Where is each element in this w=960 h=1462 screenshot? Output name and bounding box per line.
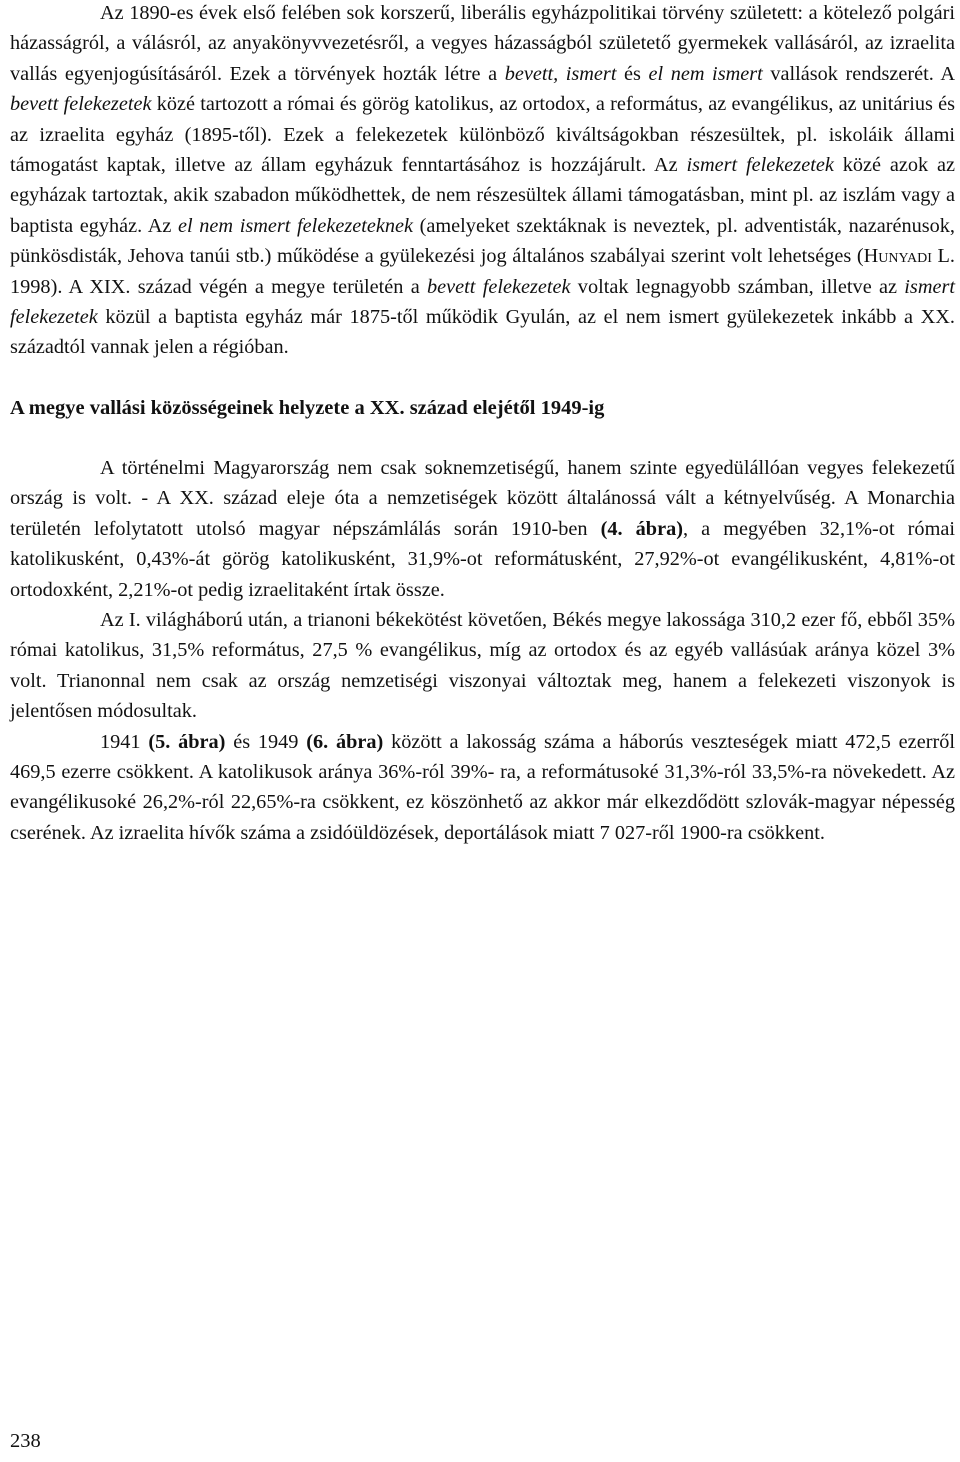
figure-reference: (4. ábra) — [600, 517, 683, 540]
author-name: Hunyadi — [863, 245, 932, 268]
italic-term: el nem ismert — [648, 62, 763, 85]
text-run: (amelyeket szektáknak is neveztek, pl. adventisták, nazarénusok, pünkösdisták, Jehova tanúi stb.) működése a gyülekezési jog általános szabályai szerint volt lehetséges ( — [10, 214, 955, 268]
text-run: közül a baptista egyház már 1875-től működik Gyulán, az el nem ismert gyülekezetek inkább a XX. századtól vannak jelen a régióban. — [10, 306, 955, 359]
spacer — [10, 423, 955, 453]
paragraph-post-trianon — [10, 605, 955, 727]
text-run: A történelmi Magyarország nem csak soknemzetiségű, hanem szinte egyedülállóan vegyes felekezetű ország is volt. - A XX. század eleje óta a nemzetiségek között általánossá vált a kétnyelvűség. A Monarchia területén lefolytatott utolsó magyar népszámlálás során 1910-ben — [10, 456, 955, 540]
paragraph-1910-census — [10, 453, 955, 605]
section-heading-text: A megye vallási közösségeinek helyzete a XX. század elejétől 1949-ig — [10, 396, 605, 419]
italic-term: bevett felekezetek — [10, 93, 152, 116]
text-run: és — [616, 62, 649, 85]
italic-term: ismert felekezetek — [10, 275, 955, 329]
text-run: vallások rendszerét. A — [762, 62, 955, 85]
italic-term: bevett felekezetek — [427, 275, 571, 298]
figure-reference: (6. ábra) — [306, 730, 384, 753]
figure-reference: (5. ábra) — [148, 730, 226, 753]
text-run: közé azok az egyházak tartoztak, akik szabadon működhettek, de nem részesültek állami támogatásban, mint pl. az iszlám vagy a baptista egyház. Az — [10, 154, 955, 237]
text-run: voltak legnagyobb számban, illetve az — [570, 275, 905, 298]
text-run: Az I. világháború után, a trianoni békekötést követően, Békés megye lakossága 310,2 ezer fő, ebből 35% római katolikus, 31,5% református, 27,5 % evangélikus, míg az ortodox és az egyéb vallásúak aránya közel 3% volt. Trianonnal nem csak az ország nemzetiségi viszonyai változtak meg, hanem a felekezeti viszonyok is jelentősen módosultak. — [10, 608, 955, 723]
italic-term: el nem ismert felekezeteknek — [178, 214, 413, 237]
page-number: 238 — [10, 1430, 41, 1452]
italic-term: bevett, ismert — [504, 62, 617, 85]
text-run: L. 1998). A XIX. század végén a megye területén a — [10, 245, 955, 298]
paragraph-1941-1949 — [10, 727, 955, 849]
italic-term: ismert felekezetek — [686, 154, 834, 177]
document-page — [10, 0, 955, 848]
text-run: és 1949 — [225, 730, 307, 753]
paragraph-religious-laws — [10, 0, 955, 363]
text-run: 1941 — [100, 730, 149, 753]
text-run: Az 1890-es évek első felében sok korszerű, liberális egyházpolitikai törvény született: a kötelező polgári házasságról, a válásról, az anyakönyvvezetésről, a vegyes házasságból születető gyermekek vallásáról, az izraelita vallás egyenjogúsításáról. Ezek a törvények hozták létre a — [10, 2, 955, 85]
section-heading — [10, 393, 955, 423]
text-run: közé tartozott a római és görög katolikus, az ortodox, a református, az evangélikus, az unitárius és az izraelita egyház (1895-től). Ezek a felekezetek különböző kiváltságokban részesültek, pl. iskoláik állami támogatást kaptak, illetve az állam egyházuk fenntartásához is hozzájárult. Az — [10, 93, 956, 177]
text-run: között a lakosság száma a háborús veszteségek miatt 472,5 ezerről 469,5 ezerre csökkent. A katolikusok aránya 36%-ról 39%- ra, a reformátusoké 31,3%-ról 33,5%-ra növekedett. Az evangélikusoké 26,2%-ról 22,65%-ra csökkent, ez köszönhető az akkor már elkezdődött szlovák-magyar népesség cserének. Az izraelita hívők száma a zsidóüldözések, deportálások miatt 7 027-ről 1900-ra csökkent. — [10, 730, 955, 844]
text-run: , a megyében 32,1%-ot római katolikusként, 0,43%-át görög katolikusként, 31,9%-ot reformátusként, 27,92%-ot evangélikusként, 4,81%-ot ortodoxként, 2,21%-ot pedig izraelitaként írtak össze. — [10, 517, 955, 601]
